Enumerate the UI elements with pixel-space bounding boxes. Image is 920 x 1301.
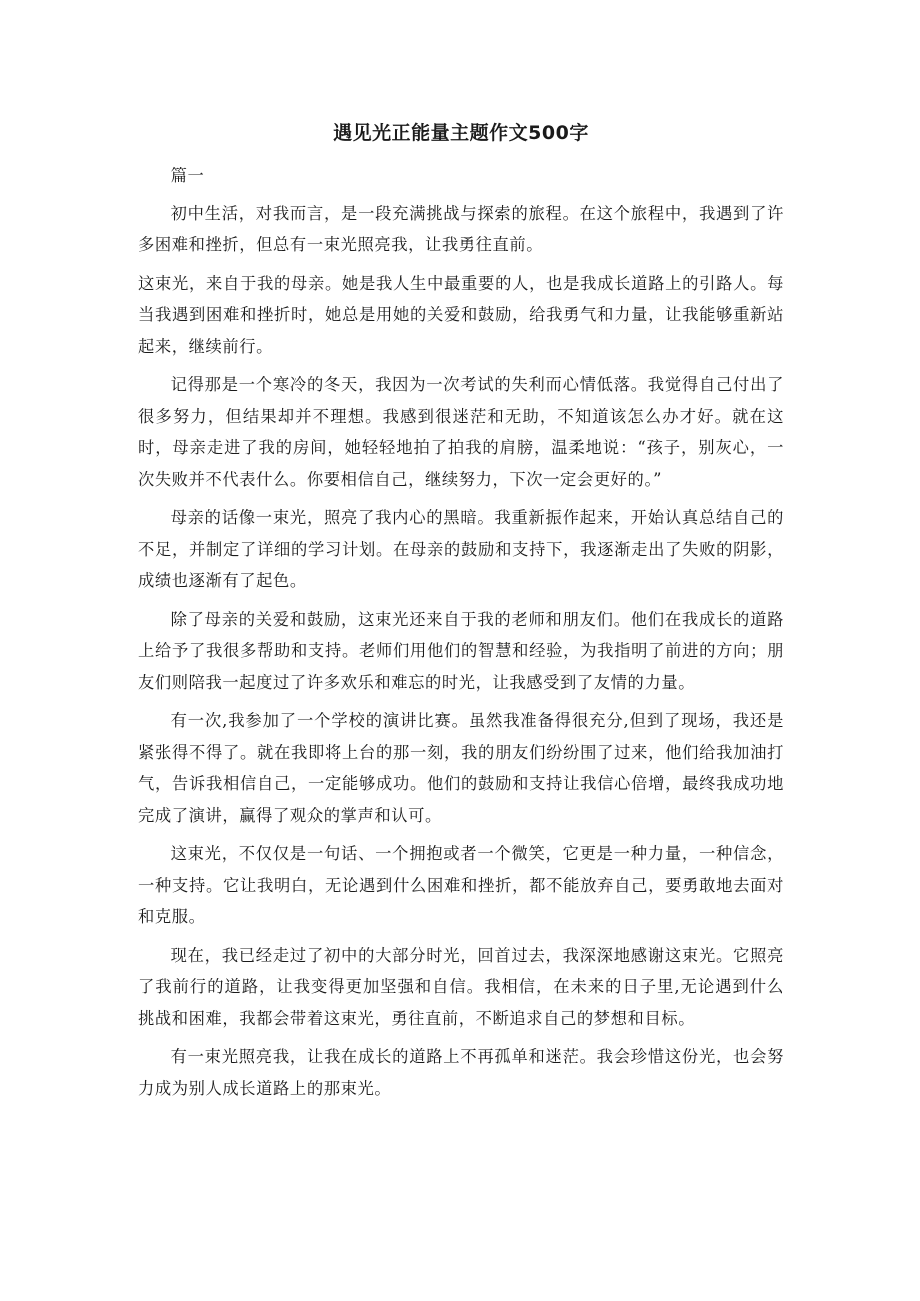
paragraph-5: 除了母亲的关爱和鼓励，这束光还来自于我的老师和朋友们。他们在我成长的道路上给予了我很多帮助和支持。老师们用他们的智慧和经验，为我指明了前进的方向；朋友们则陪我一起度过了许多欢乐和难忘的时光，让我感受到了友情的力量。 <box>138 609 784 692</box>
paragraph-7: 这束光，不仅仅是一句话、一个拥抱或者一个微笑，它更是一种力量，一种信念，一种支持。它让我明白，无论遇到什么困难和挫折，都不能放弃自己，要勇敢地去面对和克服。 <box>138 844 784 926</box>
document-page <box>138 115 784 1111</box>
paragraph-4: 母亲的话像一束光，照亮了我内心的黑暗。我重新振作起来，开始认真总结自己的不足，并制定了详细的学习计划。在母亲的鼓励和支持下，我逐渐走出了失败的阴影，成绩也逐渐有了起色。 <box>138 508 784 590</box>
document-title: 遇见光正能量主题作文500字 <box>333 122 589 144</box>
paragraph-1: 初中生活，对我而言，是一段充满挑战与探索的旅程。在这个旅程中，我遇到了许多困难和挫折，但总有一束光照亮我，让我勇往直前。 <box>138 203 784 254</box>
paragraph-9: 有一束光照亮我，让我在成长的道路上不再孤单和迷茫。我会珍惜这份光，也会努力成为别人成长道路上的那束光。 <box>138 1047 784 1098</box>
paragraph-6: 有一次,我参加了一个学校的演讲比赛。虽然我准备得很充分,但到了现场，我还是紧张得不得了。就在我即将上台的那一刻，我的朋友们纷纷围了过来，他们给我加油打气，告诉我相信自己，一定能够成功。他们的鼓励和支持让我信心倍增，最终我成功地完成了演讲，赢得了观众的掌声和认可。 <box>138 711 784 825</box>
paragraph-8: 现在，我已经走过了初中的大部分时光，回首过去，我深深地感谢这束光。它照亮了我前行的道路，让我变得更加坚强和自信。我相信，在未来的日子里,无论遇到什么挑战和困难，我都会带着这束光，勇往直前，不断追求自己的梦想和目标。 <box>138 945 784 1028</box>
section-label: 篇一 <box>170 166 205 185</box>
paragraph-2: 这束光，来自于我的母亲。她是我人生中最重要的人，也是我成长道路上的引路人。每当我遇到困难和挫折时，她总是用她的关爱和鼓励，给我勇气和力量，让我能够重新站起来，继续前行。 <box>138 273 784 356</box>
paragraph-3: 记得那是一个寒冷的冬天，我因为一次考试的失利而心情低落。我觉得自己付出了很多努力，但结果却并不理想。我感到很迷茫和无助，不知道该怎么办才好。就在这时，母亲走进了我的房间，她轻轻地拍了拍我的肩膀，温柔地说：“孩子，别灰心，一次失败并不代表什么。你要相信自己，继续努力，下次一定会更好的。” <box>138 375 784 489</box>
